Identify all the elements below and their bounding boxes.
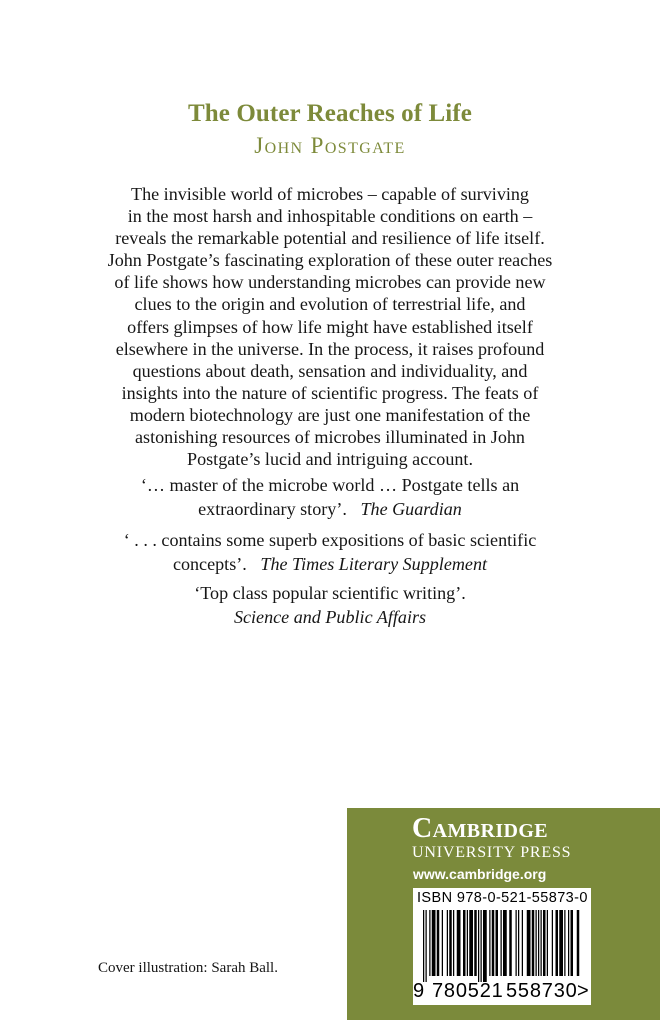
barcode-bar [518,910,519,976]
blurb-line: clues to the origin and evolution of terrestrial life, and [134,294,526,315]
publisher-panel [347,808,660,1020]
publisher-subtitle: UNIVERSITY PRESS [412,844,572,861]
barcode-bar [564,910,565,976]
barcode-bar [527,910,531,976]
quote-line [90,553,570,577]
blurb-line: astonishing resources of microbes illuminated in John [135,427,525,448]
book-author: John Postgate [254,133,406,158]
barcode-bar [577,910,580,976]
barcode-bar [492,910,495,976]
barcode-bar [478,910,479,982]
blurb-line: questions about death, sensation and individuality, and [132,360,528,381]
blurb-line: elsewhere in the universe. In the process, it raises profound [115,338,545,359]
barcode-bars [423,910,583,982]
barcode-bar [503,910,507,976]
barcode-bar [423,910,424,982]
quote-text: ‘… master of the microbe world … Postgate tells an [140,475,520,495]
barcode-bar [447,910,448,976]
quote-source: The Guardian [360,498,462,519]
barcode-bar [453,910,454,976]
quote-source: Science and Public Affairs [233,606,427,627]
barcode-digits-group1: 780521 [432,980,504,1002]
book-title: The Outer Reaches of Life [188,100,472,127]
barcode-bar [426,910,427,982]
barcode-bar [501,910,502,976]
blurb-line: insights into the nature of scientific progress. The feats of [121,382,539,403]
review-quote-guardian [90,474,570,521]
barcode-bar [556,910,559,976]
quote-line [90,498,570,522]
barcode-bar [469,910,473,976]
barcode-bar [538,910,539,976]
barcode-bar [449,910,452,976]
review-quote-tls [90,529,570,576]
barcode-bar [516,910,517,976]
barcode-bar [541,910,542,976]
barcode-box [413,888,591,1005]
blurb-line: Postgate’s lucid and intriguing account. [187,449,473,470]
barcode-bar [429,910,430,976]
barcode-bar [481,910,482,982]
barcode-bar [522,910,523,976]
quote-source: The Times Literary Supplement [260,553,488,574]
barcode-digit-lead: 9 [413,980,425,1002]
barcode-bar [463,910,466,976]
blurb-line: in the most harsh and inhospitable conditions on earth – [127,206,533,227]
barcode-quiet-mark: > [577,980,590,1002]
blurb-line: modern biotechnology are just one manifestation of the [129,404,531,425]
review-quote-spa [90,582,570,629]
cover-credit: Cover illustration: Sarah Ball. [98,960,278,976]
blurb-line: of life shows how understanding microbes can provide new [114,272,546,293]
blurb-line: reveals the remarkable potential and resilience of life itself. [115,228,545,249]
publisher-name: Cambridge [412,813,549,844]
barcode-bar [552,910,553,976]
isbn-label: ISBN 978-0-521-55873-0 [417,890,588,906]
quote-text: ‘Top class popular scientific writing’. [194,583,466,603]
blurb-line: The invisible world of microbes – capable of surviving [131,184,529,204]
quote-text: ‘ . . . contains some superb expositions of basic scientific [123,530,537,550]
barcode-digits-group2: 558730 [506,980,578,1002]
barcode-bar [559,910,563,976]
barcode-bar [437,910,440,976]
barcode-bar [547,910,548,976]
barcode-bar [474,910,477,976]
barcode-bar [568,910,569,976]
barcode-bar [571,910,574,976]
barcode-bar [496,910,499,976]
blurb-line: John Postgate’s fascinating exploration of these outer reaches [107,250,553,271]
blurb-line: offers glimpses of how life might have established itself [127,316,533,337]
barcode-bar [483,910,487,982]
barcode-bar [532,910,535,976]
barcode-bar [543,910,546,976]
barcode-bar [457,910,461,976]
barcode-bar [432,910,436,976]
barcode-bar [489,910,490,976]
barcode-bar [509,910,512,976]
publisher-url: www.cambridge.org [413,866,547,882]
blurb-paragraph [100,183,560,470]
barcode-bar [536,910,537,976]
quote-text: concepts’. [172,553,247,574]
quote-text: extraordinary story’. [198,498,347,519]
barcode-bar [442,910,443,976]
barcode-bar [467,910,468,976]
